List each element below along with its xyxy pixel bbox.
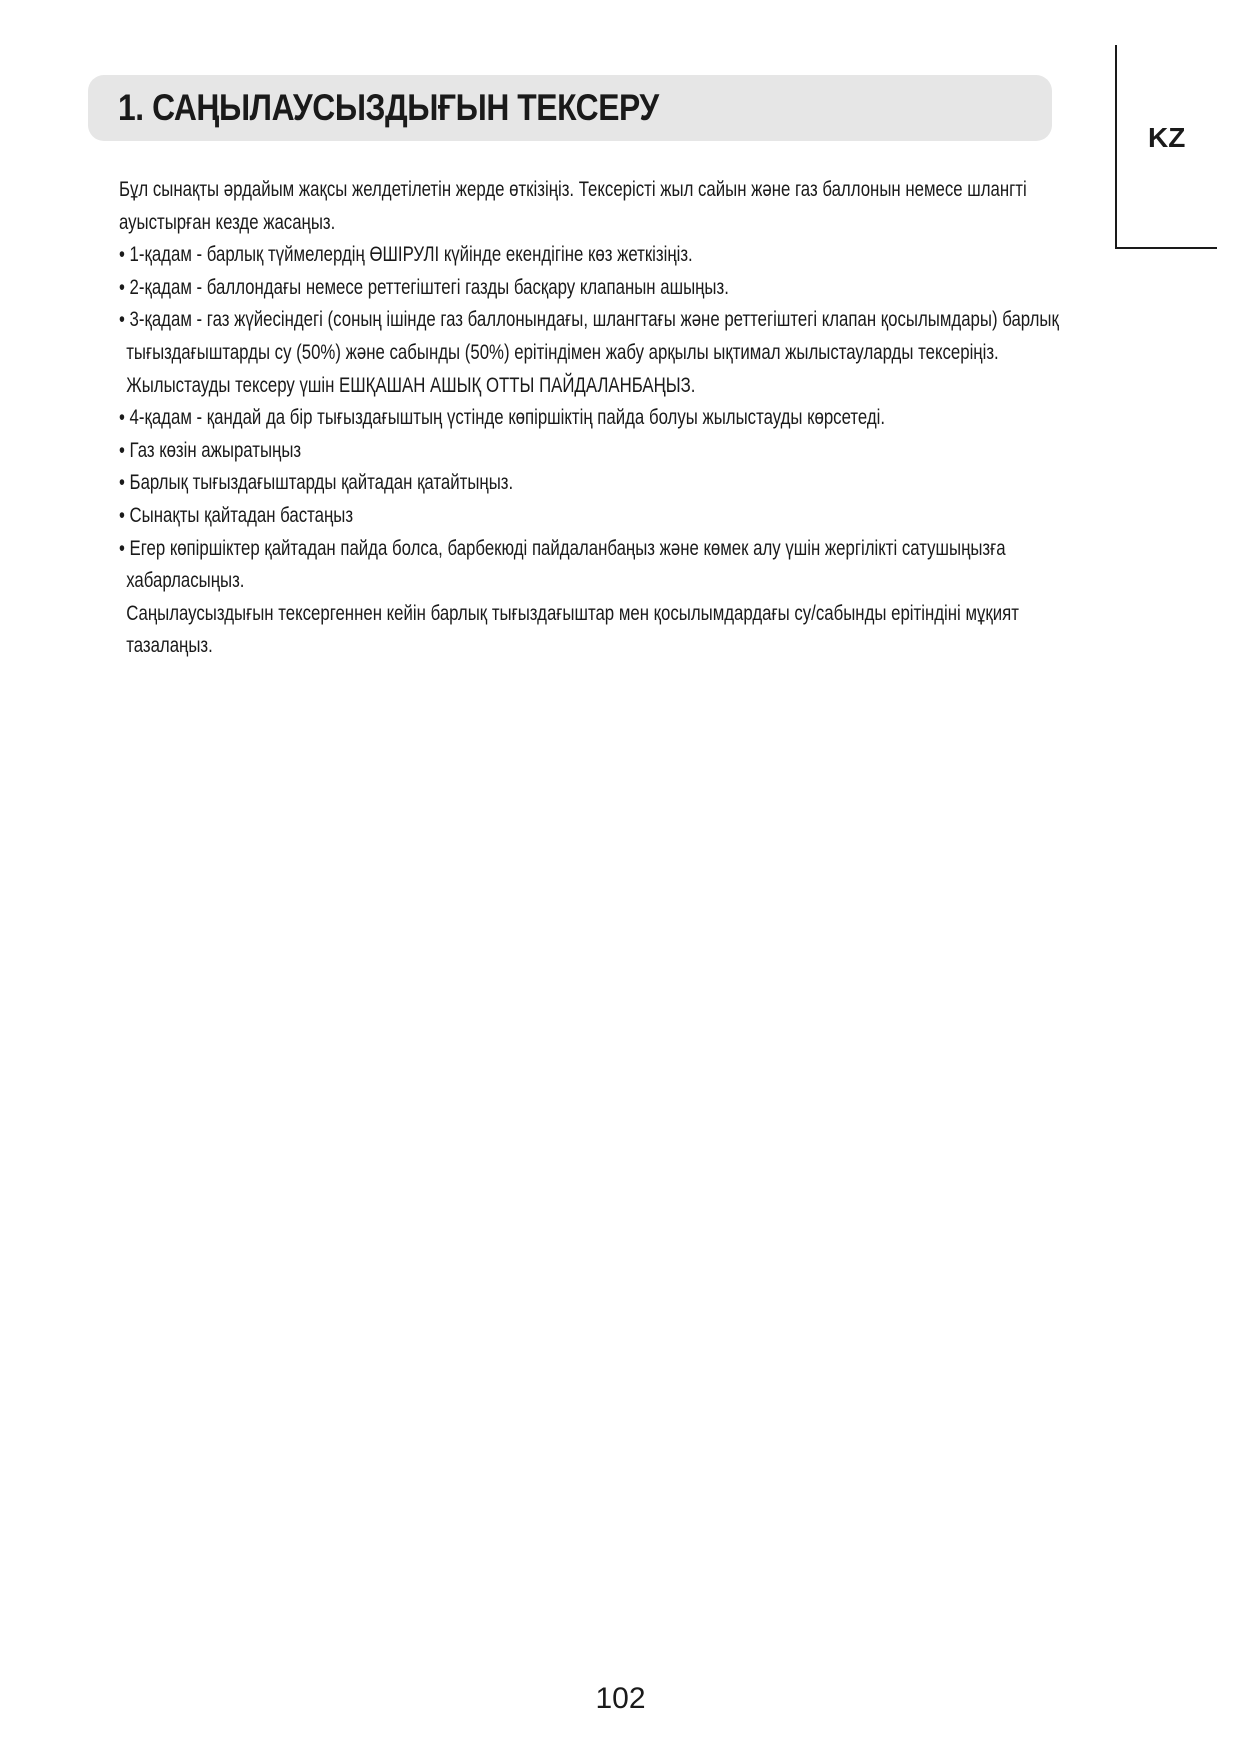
list-item: • Егер көпіршіктер қайтадан пайда болса, барбекюді пайдаланбаңыз және көмек алу үшін жергілікті сатушыңызға хабарласыңыз.	[119, 536, 1006, 593]
section-title: 1. САҢЫЛАУСЫЗДЫҒЫН ТЕКСЕРУ	[118, 87, 659, 128]
list-item: • 1-қадам - барлық түймелердің ӨШІРУЛІ күйінде екендігіне көз жеткізіңіз.	[119, 243, 693, 267]
list-item: • 3-қадам - газ жүйесіндегі (соның ішінде газ баллонындағы, шлангтағы және реттегіштегі клапан қосылымдары) барлық тығыздағыштарды су (50%) және сабынды (50%) ерітіндімен жабу арқылы ықтимал жылыстауларды тексеріңіз. Жылыстауды тексеру үшін ЕШҚАШАН АШЫҚ ОТТЫ ПАЙДАЛАНБАҢЫЗ.	[119, 308, 1059, 397]
list-item: • 4-қадам - қандай да бір тығыздағыштың үстінде көпіршіктің пайда болуы жылыстауды көрсетеді.	[119, 406, 886, 430]
language-tag: KZ	[1148, 122, 1186, 153]
list-item: • Барлық тығыздағыштарды қайтадан қатайтыңыз.	[119, 471, 514, 495]
body-text	[119, 174, 1079, 663]
list-item: • 2-қадам - баллондағы немесе реттегіштегі газды басқару клапанын ашыңыз.	[119, 275, 729, 299]
intro-paragraph: Бұл сынақты әрдайым жақсы желдетілетін жерде өткізіңіз. Тексерісті жыл сайын және газ баллонын немесе шлангті ауыстырған кезде жасаңыз.	[119, 178, 1027, 234]
list-item: • Газ көзін ажыратыңыз	[119, 438, 302, 462]
section-title-bar	[88, 75, 1052, 141]
page-number: 102	[595, 1682, 646, 1715]
closing-paragraph: Саңылаусыздығын тексергеннен кейін барлық тығыздағыштар мен қосылымдардағы су/сабынды ерітіндіні мұқият тазалаңыз.	[126, 601, 1019, 658]
list-item: • Сынақты қайтадан бастаңыз	[119, 503, 354, 527]
